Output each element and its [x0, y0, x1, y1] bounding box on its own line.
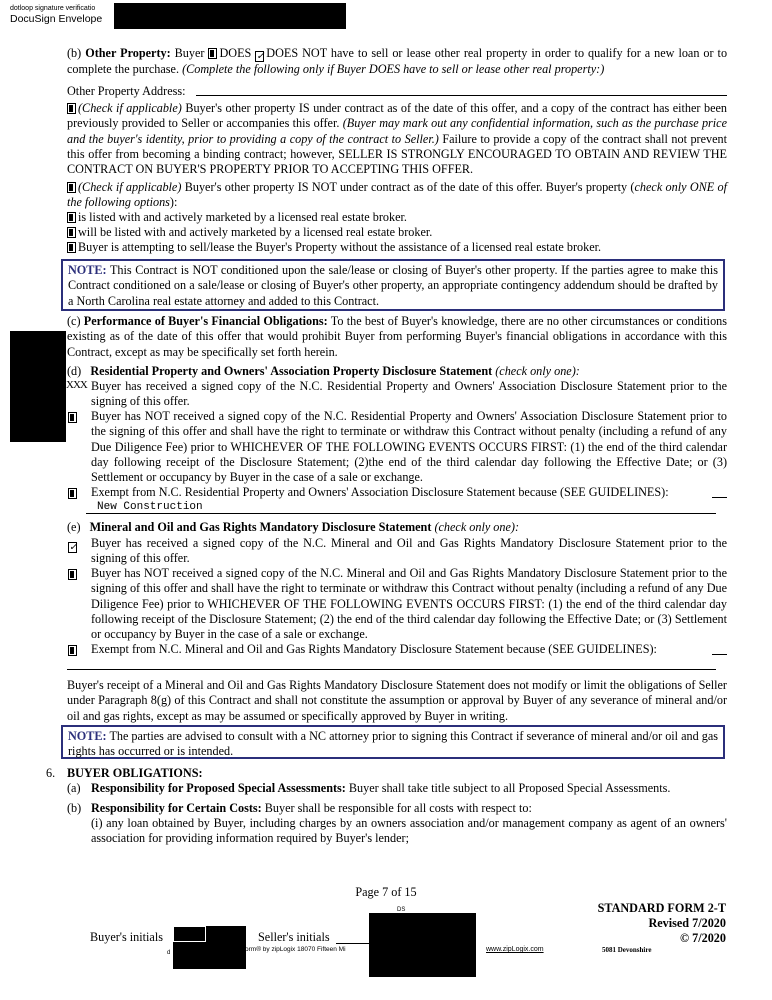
- under-contract-checkbox[interactable]: [67, 103, 76, 114]
- section-d-option-not-received: [91, 409, 727, 485]
- section-6b-label: (b): [67, 801, 82, 815]
- option-will-be-listed-label: will be listed with and actively marketed by a licensed real estate broker.: [78, 225, 433, 239]
- section-e-opt2-checkbox-wrap: [68, 567, 79, 582]
- section-e-title: Mineral and Oil and Gas Rights Mandatory Disclosure Statement: [89, 520, 432, 534]
- section-6a-label: (a): [67, 781, 81, 795]
- does-not-checkbox[interactable]: ✓: [256, 51, 265, 62]
- seller-initials-label: Seller's initials: [258, 930, 330, 944]
- under-contract-italic: (Buyer may mark out any confidential information, such as the purchase price and the buyer's identity, prior to providing a copy of the contract to Seller.): [67, 116, 727, 146]
- seller-initials-redaction: [369, 913, 476, 977]
- section-b-other-property: [67, 46, 727, 77]
- section-d-mark[interactable]: XXX: [66, 379, 87, 391]
- section-6-title: BUYER OBLIGATIONS:: [67, 766, 203, 780]
- option-listed-label: is listed with and actively marketed by a licensed real estate broker.: [78, 210, 407, 224]
- section-d-opt3-text: Exempt from N.C. Residential Property and Owners' Association Disclosure Statement because (SEE GUIDELINES):: [91, 485, 669, 499]
- section-d-opt2-checkbox-wrap: [68, 410, 79, 425]
- not-under-italic: check only ONE of the following options: [67, 180, 727, 210]
- not-under-lead: (Check if applicable): [78, 180, 182, 194]
- form-name: STANDARD FORM 2-T: [597, 901, 726, 915]
- section-e-option-exempt: [91, 642, 727, 657]
- envelope-brand: DocuSign Envelope: [10, 13, 103, 25]
- form-revised: Revised 7/2020: [648, 916, 726, 930]
- option-self-sell-label: Buyer is attempting to sell/lease the Buyer's Property without the assistance of a licensed real estate broker.: [78, 240, 602, 254]
- under-contract-text: Buyer's other property IS under contract as of the date of this offer, and a copy of the contract has either been previously provided to Seller or accompanies this offer.: [67, 101, 728, 131]
- not-under-text: Buyer's other property IS NOT under contract as of the date of this offer. Buyer's property (: [184, 180, 635, 194]
- note-attorney: [61, 725, 725, 759]
- does-label: DOES: [219, 46, 252, 60]
- section-e-option-received: [91, 536, 727, 567]
- verification-text: dotloop signature verificatio: [10, 5, 96, 12]
- note-label: NOTE:: [68, 263, 107, 277]
- note2-text: The parties are advised to consult with a NC attorney prior to signing this Contract if severance of mineral and/or oil and gas rights has occurred or is intended.: [68, 729, 718, 759]
- page-number: Page 7 of 15: [355, 885, 417, 899]
- note-text: This Contract is NOT conditioned upon the sale/lease or closing of Buyer's other property. If the parties agree to make this Contract conditioned on a sale/lease or closing of Buyer's other property, an appropriate contingency addendum should be drafted by a North Carolina real estate attorney and added to this Contract.: [68, 263, 718, 308]
- section-6b-text: Buyer shall be responsible for all costs with respect to:: [264, 801, 532, 815]
- under-contract-lead: (Check if applicable): [78, 101, 182, 115]
- section-6-number: 6.: [46, 766, 56, 780]
- section-b-title: Other Property:: [85, 46, 171, 60]
- section-e-opt3-text: Exempt from N.C. Mineral and Oil and Gas Rights Mandatory Disclosure Statement because (SEE GUIDELINES):: [91, 642, 657, 656]
- section-d-opt3-checkbox[interactable]: [68, 488, 77, 499]
- section-e-opt2-text: Buyer has NOT received a signed copy of the N.C. Mineral and Oil and Gas Rights Mandatory Disclosure Statement prior to the signing of this offer and shall have the right to terminate or withdraw this Contract without penalty (including a refund of any Due Diligence Fee) prior to WHICHEVER OF THE FOLLOWING EVENTS OCCURS FIRST: (1) the end of the third calendar day following receipt of the Disclosure Statement; (2) the end of the third calendar day following the Effective Date; or (3) Settlement or occupancy by Buyer in the case of a sale or exchange.: [91, 566, 727, 642]
- section-6b-title: Responsibility for Certain Costs:: [91, 801, 262, 815]
- does-checkbox[interactable]: [208, 48, 217, 59]
- option-listed-checkbox[interactable]: [67, 212, 76, 223]
- section-6a: [91, 781, 727, 796]
- section-6b: [91, 801, 727, 816]
- ds-mark: DS: [397, 907, 406, 913]
- does-not-label: DOES NOT have to sell or lease other real property in order to qualify for a new loan or to complete the purchase.: [67, 46, 728, 76]
- section-c-text: To the best of Buyer's knowledge, there are no other circumstances or conditions existing as of the date of this offer that would prohibit Buyer from performing Buyer's financial obligations in accordance with this Contract, except as may be specifically set forth herein.: [67, 314, 727, 359]
- section-b-instruction: (Complete the following only if Buyer DOES have to sell or lease other real property:): [182, 62, 605, 76]
- not-under-tail: ):: [169, 195, 178, 210]
- note2-label: NOTE:: [68, 729, 107, 743]
- section-e-exempt-field[interactable]: [67, 669, 716, 670]
- section-d-opt1-text: Buyer has received a signed copy of the N.C. Residential Property and Owners' Association Disclosure Statement prior to the signing of this offer.: [91, 379, 727, 409]
- envelope-header: [10, 5, 120, 25]
- section-c-title: Performance of Buyer's Financial Obligations:: [83, 314, 328, 328]
- option-self-sell: [67, 240, 601, 255]
- section-d-opt2-checkbox[interactable]: [68, 412, 77, 423]
- not-under-contract-paragraph: [67, 180, 727, 211]
- section-d-option-exempt: [91, 485, 727, 500]
- section-d-exempt-value[interactable]: New Construction: [97, 501, 203, 513]
- buyer-label: Buyer: [174, 46, 205, 60]
- section-6a-title: Responsibility for Proposed Special Assessments:: [91, 781, 346, 795]
- ziplogix-url[interactable]: www.zipLogix.com: [486, 946, 544, 953]
- footer-d-mark: d: [167, 950, 171, 956]
- section-d-opt2-text: Buyer has NOT received a signed copy of the N.C. Residential Property and Owners' Association Disclosure Statement prior to the signing of this offer and shall have the right to terminate or withdraw this Contract without penalty (including a refund of any Due Diligence Fee) prior to WHICHEVER OF THE FOLLOWING EVENTS OCCURS FIRST: (1) the end of the third calendar day following receipt of the Disclosure Statement; (2)the end of the third calendar day following the Effective Date; or (3) Settlement or occupancy by Buyer in the case of a sale or exchange.: [91, 409, 727, 485]
- section-e-opt1-checkbox[interactable]: ✓: [69, 542, 78, 553]
- section-d-option-received: [91, 379, 727, 410]
- section-d-label: (d): [67, 364, 82, 378]
- property-address: 5081 Devonshire: [602, 946, 652, 954]
- note-contingency: [61, 259, 725, 311]
- option-listed: [67, 210, 407, 225]
- not-under-contract-checkbox[interactable]: [67, 182, 76, 193]
- option-self-sell-checkbox[interactable]: [67, 242, 76, 253]
- buyer-initials-box[interactable]: [173, 926, 206, 942]
- section-c-financial: [67, 314, 727, 360]
- under-contract-paragraph: [67, 101, 727, 177]
- buyer-initials-label: Buyer's initials: [90, 930, 163, 944]
- section-d-heading: [67, 364, 580, 379]
- section-e-opt3-checkbox[interactable]: [68, 645, 77, 656]
- section-e-option-not-received: [91, 566, 727, 642]
- section-e-opt3-checkbox-wrap: [68, 643, 79, 658]
- option-will-be-listed-checkbox[interactable]: [67, 227, 76, 238]
- section-d-title: Residential Property and Owners' Association Property Disclosure Statement: [90, 364, 493, 378]
- section-b-label: (b): [67, 46, 82, 60]
- section-6b-i: (i) any loan obtained by Buyer, including charges by an owners association and/or management company as agent of an owners' association for providing information required by Buyer's lender;: [91, 816, 727, 846]
- form-copyright: © 7/2020: [679, 931, 726, 945]
- other-property-address-label: Other Property Address:: [67, 84, 186, 98]
- header-redaction: [114, 3, 346, 29]
- section-e-heading: [67, 520, 519, 535]
- under-contract-tail: Failure to provide a copy of the contract shall not prevent this offer from becoming a binding contract; however, SELLER IS STRONGLY ENCOURAGED TO OBTAIN AND REVIEW THE CONTRACT ON BUYER'S PROPERTY PRIOR TO ACCEPTING THIS OFFER.: [67, 131, 728, 177]
- section-d-opt3-checkbox-wrap: [68, 486, 79, 501]
- other-property-address-field[interactable]: [196, 95, 727, 96]
- section-e-opt2-checkbox[interactable]: [68, 569, 77, 580]
- section-e-exempt-extra-line[interactable]: [712, 654, 727, 655]
- seller-initials-line[interactable]: [336, 943, 370, 944]
- section-e-hint: (check only one):: [434, 520, 520, 534]
- section-e-receipt: Buyer's receipt of a Mineral and Oil and Gas Rights Mandatory Disclosure Statement does not modify or limit the obligations of Seller under Paragraph 8(g) of this Contract and shall not constitute the assumption or approval by Buyer of any severance of mineral and/or oil and gas rights, except as may be assumed or specifically approved by Buyer in writing.: [67, 678, 727, 723]
- section-d-hint: (check only one):: [495, 364, 580, 378]
- section-e-opt1-text: Buyer has received a signed copy of the N.C. Mineral and Oil and Gas Rights Mandatory Disclosure Statement prior to the signing of this offer.: [91, 536, 727, 566]
- form-credit: orm® by zipLogix 18070 Fifteen Mi: [245, 946, 346, 953]
- section-d-exempt-extra-line[interactable]: [712, 497, 727, 498]
- section-e-opt1-checkbox-wrap: [68, 537, 79, 553]
- section-6a-text: Buyer shall take title subject to all Proposed Special Assessments.: [348, 781, 671, 795]
- margin-redaction: [10, 331, 66, 442]
- section-e-label: (e): [67, 520, 81, 534]
- option-will-be-listed: [67, 225, 432, 240]
- section-d-exempt-field[interactable]: [86, 513, 716, 514]
- section-c-label: (c): [67, 314, 81, 328]
